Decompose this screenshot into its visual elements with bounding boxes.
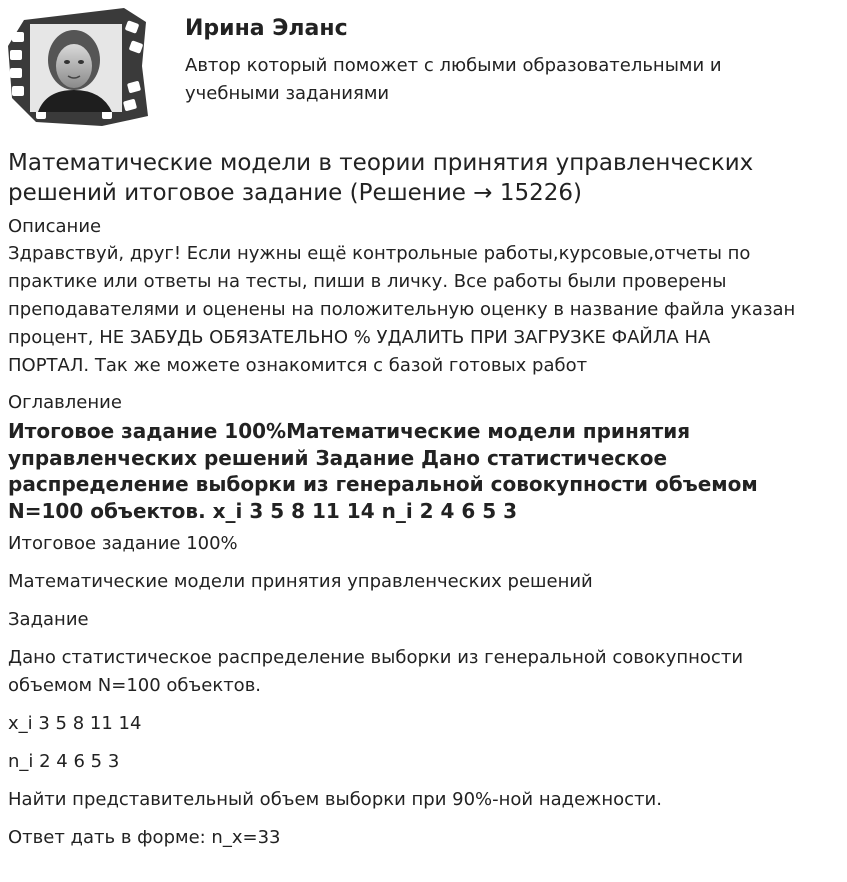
description-line: преподавателями и оценены на положительную оценку в название файла указан xyxy=(8,299,796,320)
description-line: Здравствуй, друг! Если нужны ещё контрольные работы,курсовые,отчеты по xyxy=(8,243,751,264)
body-paragraph xyxy=(8,710,843,738)
body-paragraph-line: Задание xyxy=(8,609,89,630)
body-paragraph-line: объемом N=100 объектов. xyxy=(8,675,262,696)
body-paragraph xyxy=(8,644,843,700)
body-paragraph-line: n_i 2 4 6 5 3 xyxy=(8,751,120,772)
body-paragraph-line: Найти представительный объем выборки при 90%-ной надежности. xyxy=(8,789,662,810)
body-paragraph-line: Ответ дать в форме: n_x=33 xyxy=(8,827,281,848)
page-title xyxy=(8,148,843,208)
body-paragraph xyxy=(8,606,843,634)
description-line: ПОРТАЛ. Так же можете ознакомится с базой готовых работ xyxy=(8,355,588,376)
body-paragraph xyxy=(8,530,843,558)
body-paragraph-line: x_i 3 5 8 11 14 xyxy=(8,713,142,734)
main-content xyxy=(8,148,843,862)
author-description-line: Автор который поможет с любыми образовательными и xyxy=(185,55,722,76)
body-paragraph xyxy=(8,824,843,852)
body-paragraph xyxy=(8,748,843,776)
description-line: практике или ответы на тесты, пиши в личку. Все работы были проверены xyxy=(8,271,727,292)
author-description-line: учебными заданиями xyxy=(185,83,390,104)
body-paragraph xyxy=(8,568,843,596)
toc-heading xyxy=(8,418,843,524)
toc-heading-line: N=100 объектов. x_i 3 5 8 11 14 n_i 2 4 6 5 3 xyxy=(8,498,518,523)
body-paragraph-line: Математические модели принятия управленческих решений xyxy=(8,571,593,592)
description-label: Описание xyxy=(8,216,102,237)
author-name[interactable]: Ирина Эланс xyxy=(185,16,348,41)
body-paragraph xyxy=(8,786,843,814)
page-title-line: решений итоговое задание (Решение → 15226) xyxy=(8,180,582,206)
body-paragraph-line: Дано статистическое распределение выборки из генеральной совокупности xyxy=(8,647,744,668)
author-avatar xyxy=(6,6,152,128)
body-paragraph-line: Итоговое задание 100% xyxy=(8,533,238,554)
toc-heading-line: управленческих решений Задание Дано статистическое xyxy=(8,445,668,470)
page-title-line: Математические модели в теории принятия управленческих xyxy=(8,150,754,176)
author-card xyxy=(6,6,841,130)
description-line: процент, НЕ ЗАБУДЬ ОБЯЗАТЕЛЬНО % УДАЛИТЬ ПРИ ЗАГРУЗКЕ ФАЙЛА НА xyxy=(8,327,711,348)
description-text xyxy=(8,240,843,380)
portrait-photo xyxy=(30,24,122,112)
toc-heading-line: распределение выборки из генеральной совокупности объемом xyxy=(8,472,758,496)
toc-heading-line: Итоговое задание 100%Математические модели принятия xyxy=(8,419,691,443)
author-description xyxy=(185,52,805,108)
toc-label: Оглавление xyxy=(8,392,122,413)
